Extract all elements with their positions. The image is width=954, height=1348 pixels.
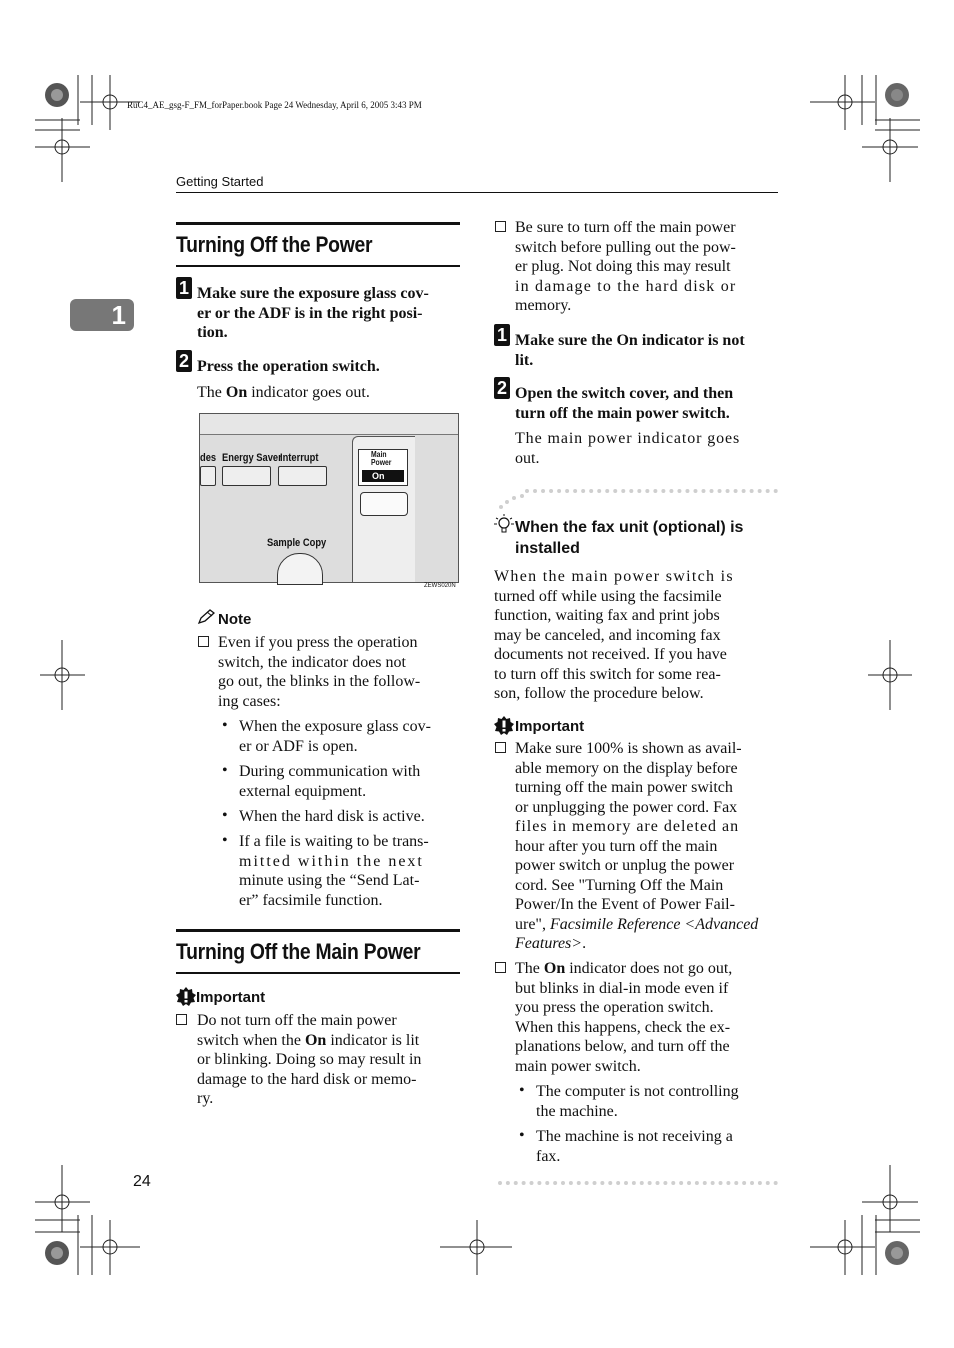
important-title-right: Important [515, 718, 585, 735]
heading2-rule-top [176, 929, 460, 932]
label-energy-saver: Energy Saver [222, 452, 282, 464]
checkbox-icon [198, 636, 209, 647]
important-icon [176, 987, 196, 1007]
bullet-icon: • [519, 1082, 525, 1099]
tip-dotted-rule-top [525, 489, 778, 493]
step-1-number-right: 1 [494, 324, 510, 346]
main-power-indicator-box [358, 449, 408, 486]
label-main: Main [371, 450, 387, 459]
file-info: RuC4_AE_gsg-F_FM_forPaper.book Page 24 Wednesday, April 6, 2005 3:43 PM [127, 100, 422, 110]
sample-copy-button [277, 553, 323, 585]
operation-switch [360, 492, 408, 516]
note-bullet-2: During communication with external equipment. [239, 763, 421, 800]
on-indicator: On [362, 470, 404, 482]
step-2-text-right: Open the switch cover, and then turn off the main power switch. [515, 385, 734, 422]
energy-saver-button [222, 466, 271, 486]
important-title: Important [196, 989, 266, 1006]
pencil-icon [197, 609, 215, 625]
checkbox-icon [495, 221, 506, 232]
important-item-1: Make sure 100% is shown as avail- able memory on the display before turning off the main power switch or unplugging the power cord. Fax files in memory are deleted an hour after you turn off the main power switch or unplug the power cord. See "Turning Off the Main Power/In the Event of Power Fail- ure", Facsimile Reference <Advanced Features>. [515, 740, 759, 952]
label-des: des [200, 452, 217, 464]
bullet-icon: • [222, 717, 228, 734]
important-icon [494, 716, 514, 736]
important-item-2: The On indicator does not go out, but blinks in dial-in mode even if you press the operation switch. When this happens, check the ex- planations below, and turn off the main power switch. [515, 960, 733, 1075]
checkbox-icon [495, 742, 506, 753]
note-text: Even if you press the operation switch, the indicator does not go out, the blinks in the follow- ing cases: [218, 634, 421, 710]
note-title: Note [218, 611, 252, 628]
heading-turning-off-main-power: Turning Off the Main Power [176, 939, 421, 964]
heading1-rule-bottom [176, 265, 460, 267]
panel-top-strip [200, 414, 458, 435]
tip-text: When the main power switch is turned off while using the facsimile function, waiting fax and print jobs may be canceled, and incoming fax documents not received. If you have to turn off this switch for some rea- son, follow the procedure below. [494, 568, 734, 702]
warning-text: Be sure to turn off the main power switch before pulling out the pow- er plug. Not doing this may result in damage to the hard disk or memory. [515, 219, 737, 314]
label-power: Power [371, 458, 392, 467]
header-rule [176, 192, 778, 193]
heading2-rule-bottom [176, 972, 460, 974]
chapter-tab: 1 [70, 299, 134, 331]
step-2-number-right: 2 [494, 377, 510, 399]
bullet-icon: • [519, 1127, 525, 1144]
heading1-rule-top [176, 222, 460, 225]
illustration-code: ZEWS020N [424, 583, 456, 589]
panel-button [200, 466, 216, 486]
lightbulb-icon [494, 514, 514, 536]
label-sample-copy: Sample Copy [267, 537, 327, 549]
important-bullet-2: The machine is not receiving a fax. [536, 1128, 733, 1165]
note-bullet-3: When the hard disk is active. [239, 808, 425, 825]
note-bullet-1: When the exposure glass cov- er or ADF is open. [239, 718, 431, 755]
operation-panel-illustration [199, 413, 459, 583]
tip-title: When the fax unit (optional) is installed [515, 519, 744, 557]
important-text: Do not turn off the main power switch when the On indicator is lit or blinking. Doing so may result in damage to the hard disk or memo- ry. [197, 1012, 422, 1107]
step-2-text: Press the operation switch. [197, 358, 380, 375]
checkbox-icon [495, 962, 506, 973]
bullet-icon: • [222, 807, 228, 824]
tip-dotted-rule-bottom [498, 1181, 778, 1185]
bullet-icon: • [222, 762, 228, 779]
step-2-result-right: The main power indicator goes out. [515, 430, 741, 467]
step-1-text: Make sure the exposure glass cov- er or the ADF is in the right posi- tion. [197, 285, 429, 341]
bullet-icon: • [222, 832, 228, 849]
step-2-result: The On indicator goes out. [197, 384, 370, 401]
interrupt-button [278, 466, 327, 486]
heading-turning-off-power: Turning Off the Power [176, 232, 373, 257]
note-bullet-4: If a file is waiting to be trans- mitted within the next minute using the “Send Lat- er” facsimile function. [239, 833, 429, 909]
step-2-number: 2 [176, 350, 192, 372]
label-interrupt: Interrupt [280, 452, 319, 464]
page-number: 24 [133, 1173, 151, 1190]
running-head: Getting Started [176, 174, 264, 189]
checkbox-icon [176, 1014, 187, 1025]
step-1-text-right: Make sure the On indicator is not lit. [515, 332, 745, 369]
important-bullet-1: The computer is not controlling the machine. [536, 1083, 739, 1120]
step-1-number: 1 [176, 277, 192, 299]
